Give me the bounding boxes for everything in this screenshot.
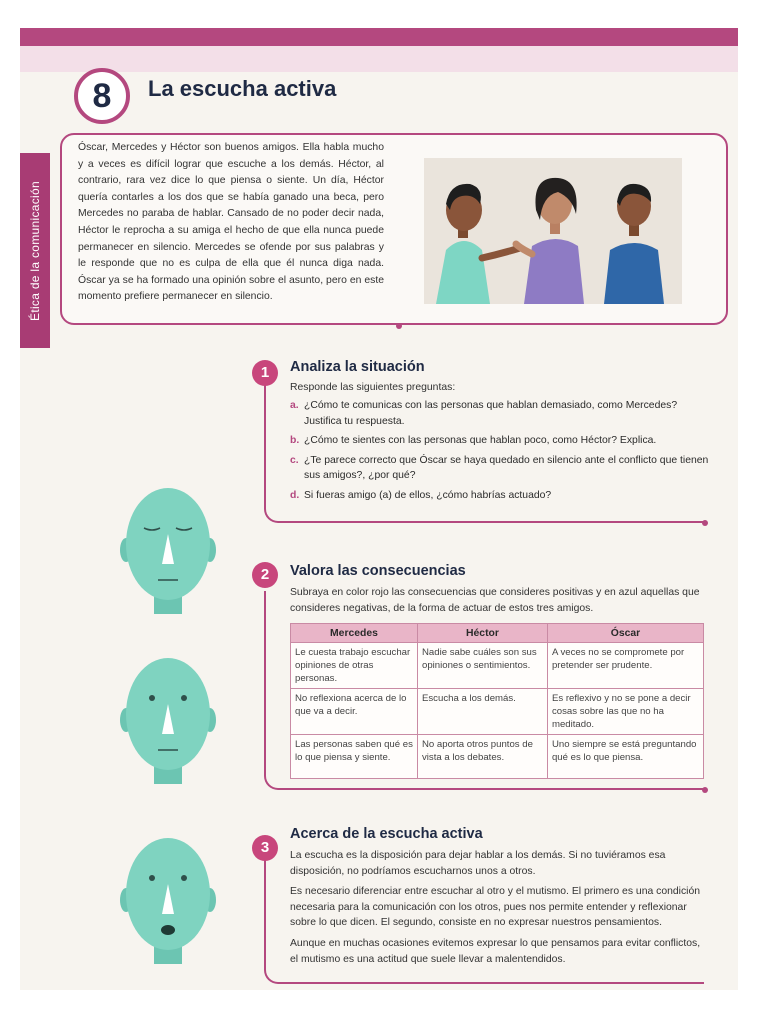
textbook-page <box>20 28 738 990</box>
table-cell[interactable]: Le cuesta trabajo escuchar opiniones de otras personas. <box>291 643 418 689</box>
table-cell[interactable]: Las personas saben qué es lo que piensa y siente. <box>291 735 418 779</box>
question-letter: b. <box>290 435 300 447</box>
chapter-number: 8 <box>92 77 112 115</box>
table-cell[interactable]: Es reflexivo y no se pone a decir cosas sobre las que no ha meditado. <box>547 689 703 735</box>
table-cell[interactable]: No aporta otros puntos de vista a los debates. <box>417 735 547 779</box>
section-1-title: Analiza la situación <box>290 359 425 375</box>
question-text: ¿Cómo te sientes con las personas que hablan poco, como Héctor? Explica. <box>304 435 657 447</box>
chapter-number-badge <box>74 68 130 124</box>
top-color-bar <box>20 28 738 46</box>
table-cell[interactable]: Uno siempre se está preguntando qué es lo que piensa. <box>547 735 703 779</box>
section-3-number: 3 <box>252 835 278 861</box>
section-2-number: 2 <box>252 562 278 588</box>
chapter-title: La escucha activa <box>148 76 337 101</box>
question-letter: d. <box>290 489 300 501</box>
table-cell[interactable]: No reflexiona acerca de lo que va a decir. <box>291 689 418 735</box>
table-row <box>291 689 704 735</box>
section-3-paragraph-2: Es necesario diferenciar entre escuchar al otro y el mutismo. El primero es una condición necesaria para la comunicación con los otros, pues nos permite entender y reflexionar sobre lo que dicen. El segundo, consiste en no expresar nuestros pensamientos. <box>290 886 701 929</box>
section-3-title: Acerca de la escucha activa <box>290 826 483 842</box>
question-letter: c. <box>290 454 299 466</box>
friends-illustration <box>424 158 682 304</box>
table-cell[interactable]: Nadie sabe cuáles son sus opiniones o sentimientos. <box>417 643 547 689</box>
section-3-paragraph-3: Aunque en muchas ocasiones evitemos expresar lo que pensamos para evitar conflictos, el mutismo es una actitud que suele llevar a malentendidos. <box>290 938 701 965</box>
face-eyes-closed-icon <box>120 484 216 614</box>
section-1-number: 1 <box>252 360 278 386</box>
column-header: Óscar <box>547 624 703 643</box>
face-eyes-open-icon <box>120 654 216 784</box>
table-row <box>291 735 704 779</box>
question-d <box>290 488 710 504</box>
section-2-title: Valora las consecuencias <box>290 563 466 579</box>
section-2-end-dot <box>702 787 708 793</box>
section-3-paragraph-1: La escucha es la disposición para dejar hablar a los demás. Si no tuviéramos esa disposición, no podríamos escucharnos unos a otros. <box>290 850 666 877</box>
side-tab-label: Ética de la comunicación <box>28 180 42 321</box>
question-list <box>290 398 710 508</box>
column-header: Héctor <box>417 624 547 643</box>
question-letter: a. <box>290 400 299 411</box>
face-mouth-open-icon <box>120 834 216 964</box>
intro-box-end-dot <box>396 323 402 329</box>
intro-text: Óscar, Mercedes y Héctor son buenos amigos. Ella habla mucho y a veces es difícil lograr que escuche a los demás. Héctor, al contrario, rara vez dice lo que piensa o siente. Un día, Héctor quería contarles a los dos que se había ganado una beca, pero Mercedes no paraba de hablar. Cansado de no poder decir nada, Héctor le reprocha a su amiga el hecho de que ella nunca puede permanecer en silencio. Mercedes se ofende por sus palabras y le responde que no es culpa de ella que él nunca diga nada. Óscar ya se ha formado una opinión sobre el asunto, pero en este momento prefiere permanecer en silencio. <box>78 142 384 303</box>
column-header: Mercedes <box>291 624 418 643</box>
top-light-strip <box>20 46 738 72</box>
section-2-instruction: Subraya en color rojo las consecuencias que consideres positivas y en azul aquellas que consideres negativas, de la forma de actuar de estos tres amigos. <box>290 587 700 614</box>
section-1-end-dot <box>702 520 708 526</box>
question-text: Si fueras amigo (a) de ellos, ¿cómo habrías actuado? <box>304 489 552 501</box>
table-cell[interactable]: Escucha a los demás. <box>417 689 547 735</box>
table-header-row <box>291 624 704 643</box>
section-1-instruction: Responde las siguientes preguntas: <box>290 382 456 393</box>
question-text: ¿Te parece correcto que Óscar se haya quedado en silencio ante el conflicto que tienen sus amigos?, ¿por qué? <box>304 454 709 482</box>
table-cell[interactable]: A veces no se compromete por pretender ser prudente. <box>547 643 703 689</box>
consequences-table <box>290 623 704 779</box>
question-b <box>290 433 710 449</box>
side-tab <box>20 153 50 348</box>
question-c <box>290 453 710 484</box>
question-text: ¿Cómo te comunicas con las personas que hablan demasiado, como Mercedes? Justifica tu respuesta. <box>304 400 678 427</box>
question-a <box>290 398 710 429</box>
table-row <box>291 643 704 689</box>
